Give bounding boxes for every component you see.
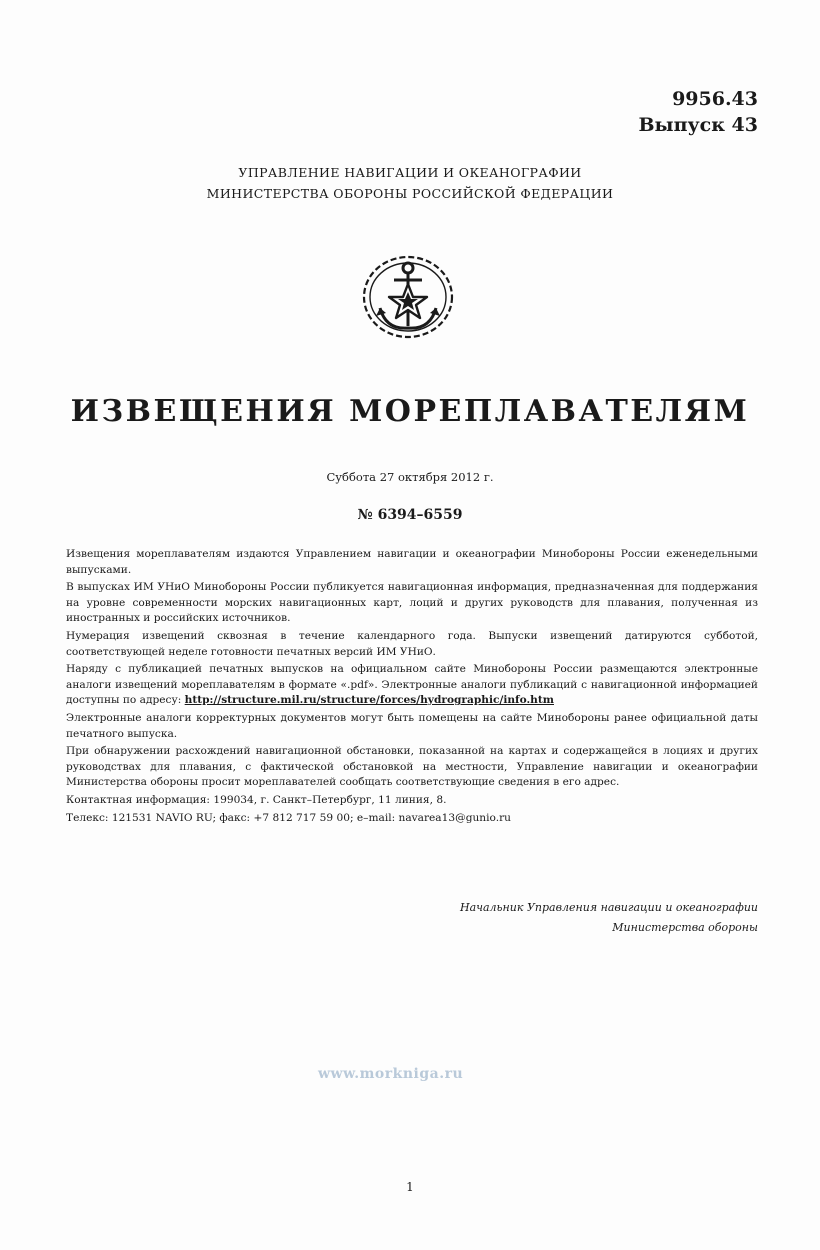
paragraph-publication: Извещения мореплавателям издаются Управлением навигации и океанографии Минобороны России еженедельными выпусками. [66,548,758,576]
website-link[interactable]: http://structure.mil.ru/structure/forces/hydrographic/info.htm [184,694,554,707]
paragraph-numbering: Нумерация извещений сквозная в течение календарного года. Выпуски извещений датируются субботой, соответствующей неделе готовности печатных версий ИМ УНиО. [66,629,758,658]
watermark: www.morkniga.ru [318,1066,464,1082]
paragraph-content: В выпусках ИМ УНиО Минобороны России публикуется навигационная информация, предназначенная для поддержания на уровне современности морских навигационных карт, лоций и других руководств для плавания, полученная из иностранных и российских источников. [66,581,758,625]
paragraph-discrepancies: При обнаружении расхождений навигационной обстановки, показанной на картах и содержащейся в лоциях и других руководствах для плавания, с фактической обстановкой на местности, Управление навигации и океанографии Министерства обороны просит мореплавателей сообщать соответствующие сведения в его адрес. [66,745,758,789]
organization-header [0,162,820,204]
signature-line-1: Начальник Управления навигации и океанографии [460,901,758,914]
main-title: ИЗВЕЩЕНИЯ МОРЕПЛАВАТЕЛЯМ [70,394,750,429]
organization-line-2: МИНИСТЕРСТВА ОБОРОНЫ РОССИЙСКОЙ ФЕДЕРАЦИИ [206,186,614,201]
signature-block [460,898,758,938]
page-number: 1 [406,1180,414,1194]
phone-info: Телекс: 121531 NAVIO RU; факс: +7 812 717 59 00; e–mail: navarea13@gunio.ru [66,811,511,824]
document-number-block [638,86,758,138]
issue-date: Суббота 27 октября 2012 г. [326,470,494,484]
paragraph-electronic [66,662,758,709]
paragraph-corrections: Электронные аналоги корректурных документов могут быть помещены на сайте Минобороны ранее официальной даты печатного выпуска. [66,711,758,740]
organization-line-1: УПРАВЛЕНИЕ НАВИГАЦИИ И ОКЕАНОГРАФИИ [238,165,582,180]
notice-range: № 6394–6559 [357,507,463,523]
signature-line-2: Министерства обороны [612,921,758,934]
paragraph-electronic-text: Наряду с публикацией печатных выпусков на официальном сайте Минобороны России размещаются электронные аналоги извещений мореплавателям в формате «.pdf». Электронные аналоги публикаций с навигационной информацией доступны по адресу: [66,663,758,707]
naval-anchor-star-emblem-icon [356,250,460,342]
contact-info: Контактная информация: 199034, г. Санкт–Петербург, 11 линия, 8. [66,793,447,806]
body-text [66,547,758,828]
document-code: 9956.43 [672,88,758,110]
issue-number: Выпуск 43 [638,114,758,136]
